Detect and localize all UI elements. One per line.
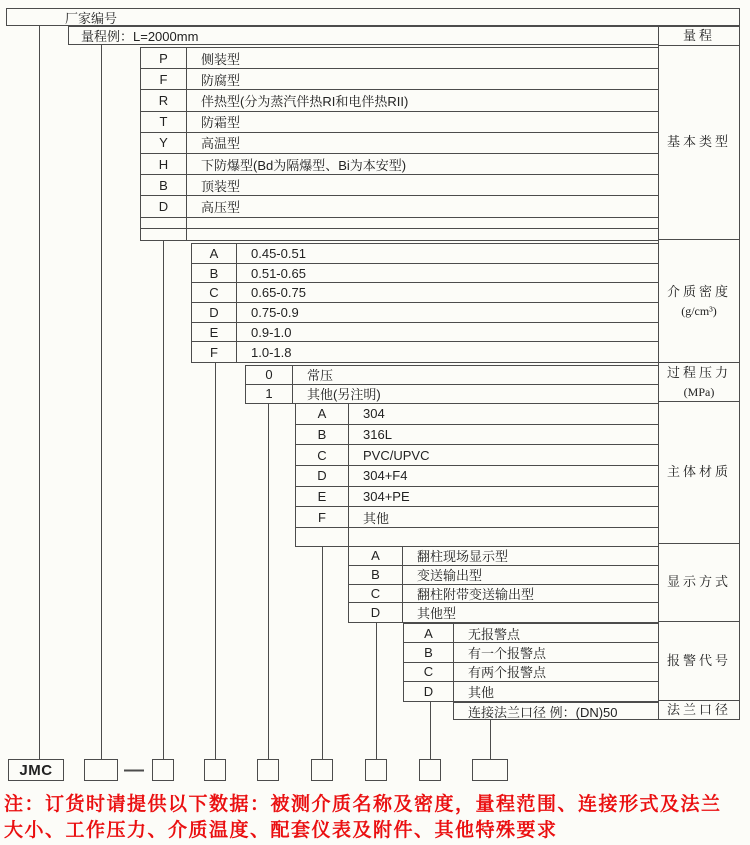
order-note-line1: 注：订货时请提供以下数据：被测介质名称及密度，量程范围、连接形式及法兰 (4, 794, 722, 815)
section-table-medium-density (191, 243, 658, 363)
section-table-flange-size (453, 702, 658, 720)
table-row (141, 175, 658, 196)
code-cell (296, 528, 349, 546)
category-label-0 (659, 27, 739, 46)
code-cell: 0 (246, 366, 293, 384)
code-cell: D (349, 603, 403, 622)
table-row (192, 303, 658, 323)
code-cell: E (296, 487, 349, 507)
category-label-3 (659, 363, 739, 402)
desc-cell: PVC/UPVC (363, 447, 430, 463)
table-row (141, 133, 658, 154)
desc-cell: 翻柱附带变送输出型 (417, 586, 535, 602)
desc-cell: 防腐型 (201, 72, 241, 88)
desc-cell: 有一个报警点 (468, 645, 547, 661)
category-label-text: 报警代号 (666, 652, 731, 668)
desc-cell (187, 218, 658, 228)
desc-cell: 下防爆型(Bd为隔爆型、Bi为本安型) (201, 157, 407, 173)
code-box (204, 759, 226, 781)
category-label-unit: (MPa) (683, 384, 715, 399)
code-cell: B (349, 566, 403, 584)
code-box (84, 759, 118, 781)
desc-cell: 304+PE (363, 489, 410, 505)
table-row (141, 154, 658, 175)
category-label-unit: (g/cm³) (681, 303, 717, 318)
category-label-5 (659, 544, 739, 622)
category-label-2 (659, 240, 739, 363)
connector-line (215, 363, 216, 759)
connector-line (163, 241, 164, 759)
factory-code-cell (6, 8, 740, 26)
desc-cell: 304+F4 (363, 468, 408, 484)
desc-cell: 顶装型 (201, 178, 241, 194)
desc-cell: 防霜型 (201, 115, 241, 131)
category-label-text: 显示方式 (666, 574, 731, 590)
code-cell: D (296, 466, 349, 486)
code-cell: 1 (246, 385, 293, 404)
desc-cell: 其他 (363, 510, 390, 526)
code-box (152, 759, 174, 781)
table-row (296, 425, 658, 446)
desc-cell: 其他型 (417, 606, 457, 622)
section-table-alarm-code (403, 623, 658, 702)
model-prefix: JMC (19, 761, 53, 779)
desc-cell: 连接法兰口径 例：(DN)50 (468, 704, 618, 719)
code-cell: B (192, 264, 237, 283)
table-row (404, 643, 658, 662)
table-row (349, 603, 658, 622)
desc-cell: 伴热型(分为蒸汽伴热RI和电伴热RII) (201, 93, 409, 109)
connector-line (322, 546, 323, 759)
table-row (296, 528, 658, 546)
table-row (192, 264, 658, 284)
code-cell: C (404, 663, 454, 681)
table-row (246, 366, 658, 385)
code-cell: F (141, 69, 187, 89)
code-cell: Y (141, 133, 187, 153)
desc-cell: 变送输出型 (417, 568, 483, 584)
table-row (141, 90, 658, 111)
desc-cell: 0.9-1.0 (251, 324, 292, 340)
table-row (141, 69, 658, 90)
section-table-display-mode (348, 546, 658, 623)
code-cell: E (192, 323, 237, 342)
code-cell: D (192, 303, 237, 322)
desc-cell (187, 229, 658, 240)
code-cell: B (141, 175, 187, 195)
category-label-text: 法兰口径 (666, 701, 731, 717)
code-cell: R (141, 90, 187, 110)
desc-cell: 侧装型 (201, 51, 241, 67)
table-row (141, 112, 658, 133)
code-box (311, 759, 333, 781)
category-label-1 (659, 46, 739, 240)
table-row (349, 547, 658, 566)
desc-cell: 0.45-0.51 (251, 245, 306, 261)
section-table-process-pressure (245, 365, 658, 404)
code-cell: F (192, 342, 237, 362)
category-label-text: 主体材质 (666, 464, 731, 480)
code-cell (141, 229, 187, 240)
code-cell: D (141, 196, 187, 216)
category-label-7 (659, 701, 739, 719)
table-row (192, 283, 658, 303)
desc-cell: 其他 (468, 684, 495, 700)
order-note (4, 792, 750, 844)
section-table-body-material (295, 403, 658, 547)
desc-cell: 0.51-0.65 (251, 265, 306, 281)
section-table-basic-type (140, 47, 658, 241)
connector-line (490, 720, 491, 759)
code-cell: F (296, 507, 349, 527)
model-dash: — (124, 758, 144, 781)
connector-line (430, 702, 431, 759)
code-cell: C (349, 585, 403, 603)
desc-cell: 高压型 (201, 199, 241, 215)
table-row (296, 404, 658, 425)
desc-cell: 高温型 (201, 136, 241, 152)
table-row (192, 244, 658, 264)
desc-cell: 无报警点 (468, 626, 521, 642)
order-note-line2: 大小、工作压力、介质温度、配套仪表及附件、其他特殊要求 (4, 820, 558, 841)
desc-cell: 1.0-1.8 (251, 344, 292, 360)
table-row (454, 703, 658, 719)
desc-cell: 其他(另注明) (307, 387, 381, 403)
code-cell (141, 218, 187, 228)
factory-code-label: 厂家编号 (65, 10, 118, 26)
code-box (472, 759, 508, 781)
desc-cell: 翻柱现场显示型 (417, 549, 509, 565)
connector-line (101, 45, 102, 759)
model-prefix-box (8, 759, 64, 781)
category-label-text: 过程压力 (666, 364, 731, 380)
desc-cell: 常压 (307, 368, 334, 384)
category-label-column (658, 26, 740, 720)
category-label-text: 基本类型 (666, 134, 731, 150)
code-cell: A (349, 547, 403, 565)
range-example-text: 量程例：L=2000mm (81, 29, 199, 44)
code-cell: A (192, 244, 237, 263)
table-row (141, 196, 658, 217)
code-cell: P (141, 48, 187, 68)
desc-cell: 有两个报警点 (468, 665, 547, 681)
table-row (296, 445, 658, 466)
table-row (349, 566, 658, 585)
table-row (141, 229, 658, 240)
desc-cell: 304 (363, 406, 385, 422)
table-row (404, 663, 658, 682)
code-cell: H (141, 154, 187, 174)
desc-cell: 0.65-0.75 (251, 285, 306, 301)
table-row (141, 48, 658, 69)
table-row (296, 507, 658, 528)
table-row (141, 218, 658, 229)
code-cell: C (296, 445, 349, 465)
desc-cell: 0.75-0.9 (251, 304, 299, 320)
category-label-4 (659, 402, 739, 544)
table-row (192, 323, 658, 343)
category-label-text: 量程 (682, 27, 715, 43)
table-row (404, 624, 658, 643)
code-cell: A (404, 624, 454, 642)
category-label-text: 介质密度 (666, 283, 731, 299)
table-row (404, 682, 658, 701)
range-example-cell (68, 26, 658, 45)
category-label-6 (659, 622, 739, 701)
connector-line (376, 623, 377, 759)
table-row (246, 385, 658, 404)
table-row (296, 466, 658, 487)
code-cell: C (192, 283, 237, 302)
table-row (296, 487, 658, 508)
code-box (365, 759, 387, 781)
desc-cell (349, 528, 658, 546)
table-row (349, 585, 658, 604)
desc-cell: 316L (363, 427, 392, 443)
code-cell: D (404, 682, 454, 701)
connector-line (268, 403, 269, 759)
code-box (419, 759, 441, 781)
table-row (192, 342, 658, 362)
code-cell: T (141, 112, 187, 132)
code-cell: A (296, 404, 349, 424)
code-cell: B (296, 425, 349, 445)
code-cell: B (404, 643, 454, 661)
connector-line (39, 25, 40, 759)
code-box (257, 759, 279, 781)
